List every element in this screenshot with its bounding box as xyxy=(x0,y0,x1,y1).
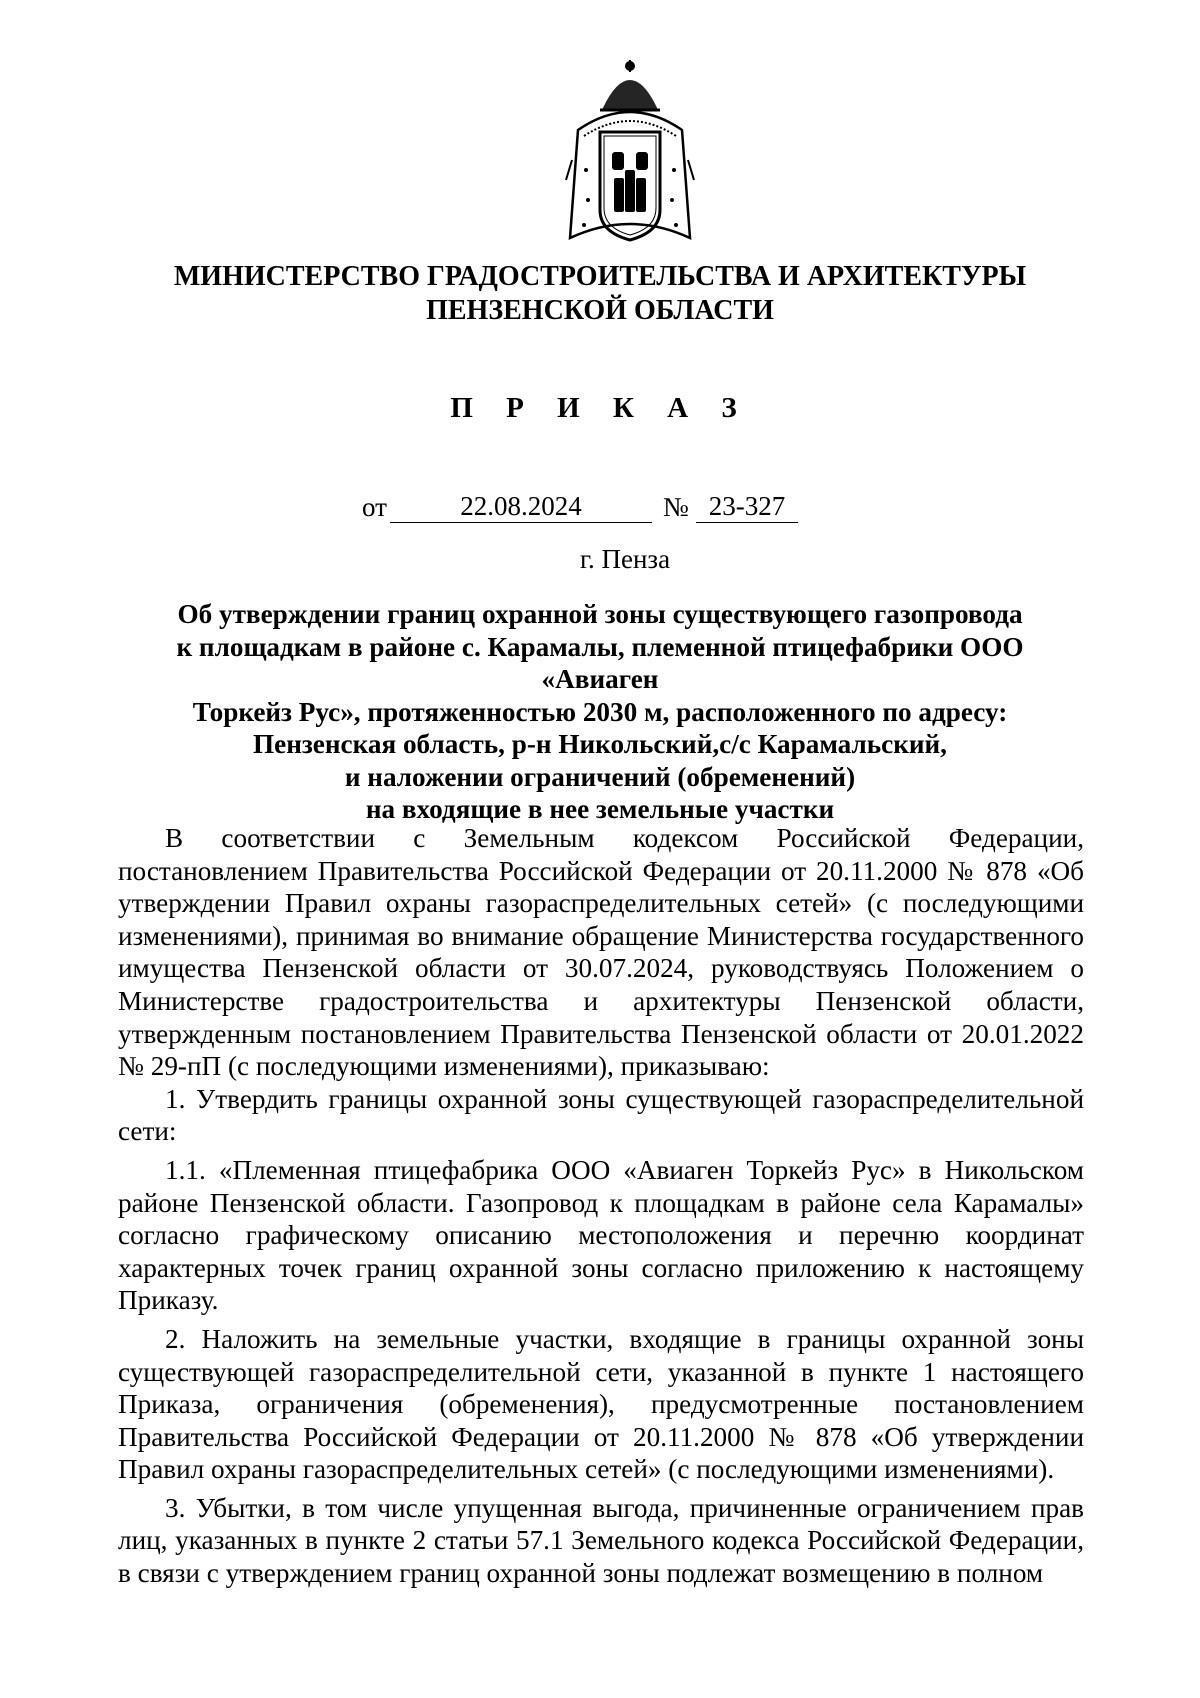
order-body xyxy=(118,822,1084,1590)
date-prefix: от xyxy=(362,492,387,522)
subject-line-2: к площадкам в районе с. Карамалы, племенной птицефабрики ООО «Авиаген xyxy=(176,631,1024,694)
coat-of-arms-emblem xyxy=(564,60,696,252)
order-number: 23-327 xyxy=(696,490,798,523)
number-prefix: № xyxy=(663,492,689,522)
subject-line-5: и наложении ограничений (обременений) xyxy=(344,761,856,792)
city: г. Пенза xyxy=(579,544,671,574)
subject-line-1: Об утверждении границ охранной зоны существующего газопровода xyxy=(177,599,1023,629)
document-type: П Р И К А З xyxy=(450,392,750,424)
paragraph-item-3: 3. Убытки, в том числе упущенная выгода, причиненные ограничением прав лиц, указанных в пункте 2 статьи 57.1 Земельного кодекса Российской Федерации, в связи с утверждением границ охранной зоны подлежат возмещению в полном xyxy=(118,1492,1084,1589)
subject-line-6: на входящие в нее земельные участки xyxy=(365,794,835,824)
order-date: 22.08.2024 xyxy=(390,490,652,523)
subject-line-3: Торкейз Рус», протяженностью 2030 м, расположенного по адресу: xyxy=(192,696,1008,727)
paragraph-item-1-1: 1.1. «Племенная птицефабрика ООО «Авиаген Торкейз Рус» в Никольском районе Пензенской области. Газопровод к площадкам в районе села Карамалы» согласно графическому описанию местоположения и перечню координат характерных точек границ охранной зоны согласно приложению к настоящему Приказу. xyxy=(118,1154,1084,1316)
ministry-line-2: ПЕНЗЕНСКОЙ ОБЛАСТИ xyxy=(426,295,774,326)
paragraph-item-2: 2. Наложить на земельные участки, входящие в границы охранной зоны существующей газораспределительной сети, указанной в пункте 1 настоящего Приказа, ограничения (обременения), предусмотренные постановлением Правительства Российской Федерации от 20.11.2000 № 878 «Об утверждении Правил охраны газораспределительных сетей» (с последующими изменениями). xyxy=(118,1323,1084,1485)
ministry-name xyxy=(0,260,1200,328)
order-subject xyxy=(120,598,1080,826)
ministry-line-1: МИНИСТЕРСТВО ГРАДОСТРОИТЕЛЬСТВА И АРХИТЕКТУРЫ xyxy=(173,261,1027,292)
date-number-line xyxy=(0,493,1200,527)
subject-line-4: Пензенская область, р-н Никольский,с/с Карамальский, xyxy=(253,729,947,759)
paragraph-preamble: В соответствии с Земельным кодексом Российской Федерации, постановлением Правительства Российской Федерации от 20.11.2000 № 878 «Об утверждении Правил охраны газораспределительных сетей» (с последующими изменениями), принимая во внимание обращение Министерства государственного имущества Пензенской области от 30.07.2024, руководствуясь Положением о Министерстве градостроительства и архитектуры Пензенской области, утвержденным постановлением Правительства Пензенской области от 20.01.2022 № 29-пП (с последующими изменениями), приказываю: xyxy=(118,823,1084,1082)
paragraph-item-1: 1. Утвердить границы охранной зоны существующей газораспределительной сети: xyxy=(118,1083,1084,1147)
